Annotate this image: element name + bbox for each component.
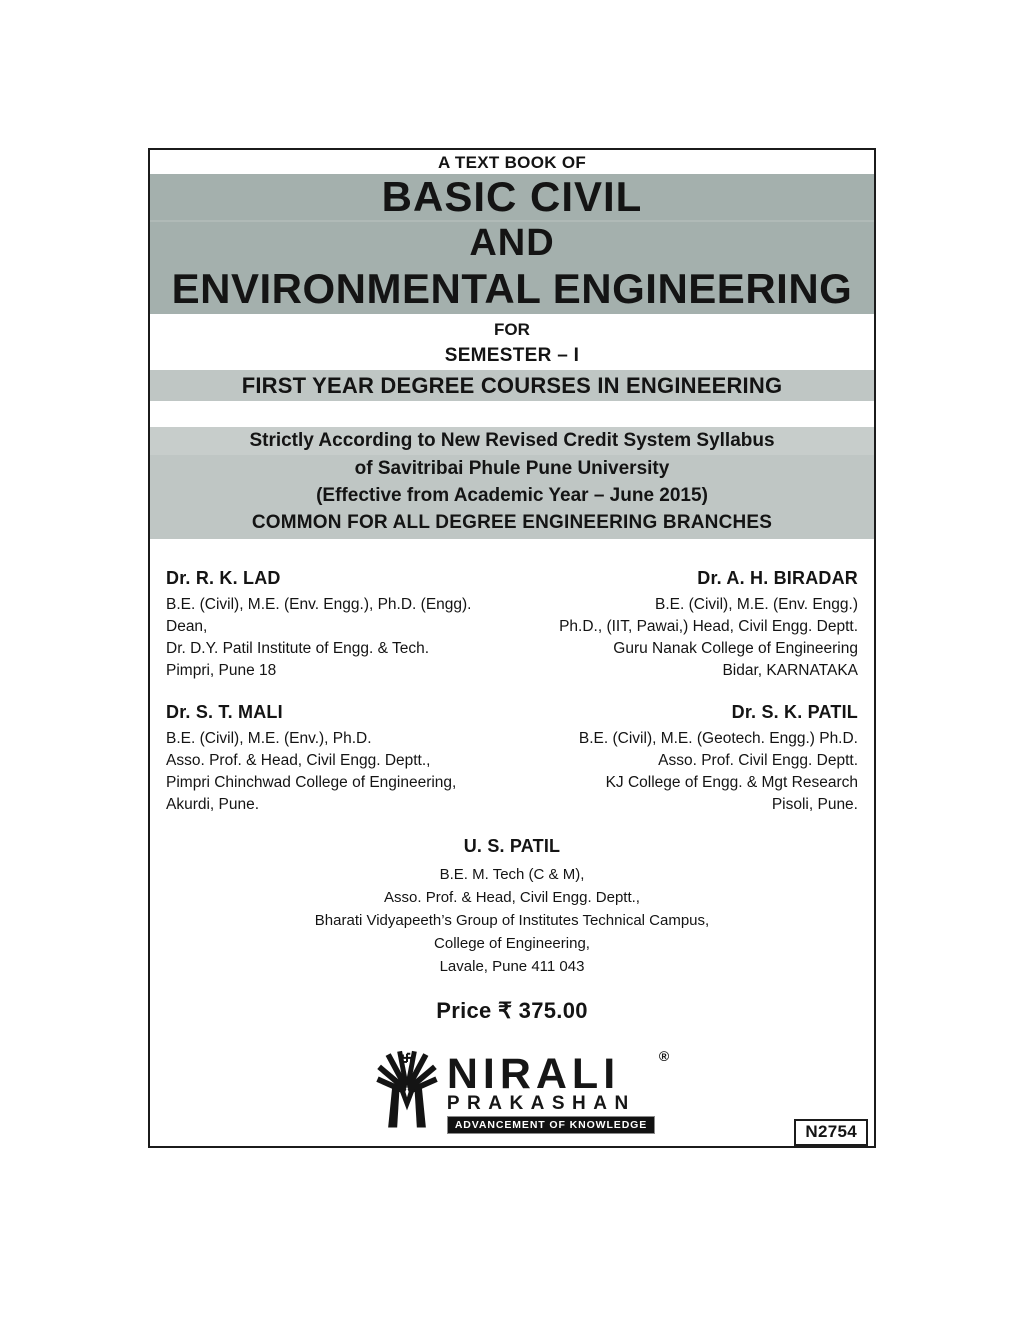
publisher-logo bbox=[150, 1048, 874, 1132]
syllabus-line-4: COMMON FOR ALL DEGREE ENGINEERING BRANCHES bbox=[251, 512, 773, 533]
author-name: Dr. S. T. MALI bbox=[166, 702, 283, 722]
author-detail: Bidar, KARNATAKA bbox=[722, 662, 858, 679]
author-detail: Guru Nanak College of Engineering bbox=[613, 640, 858, 657]
title-band-2 bbox=[150, 220, 874, 314]
author-detail: KJ College of Engg. & Mgt Research bbox=[605, 774, 858, 791]
author-name: Dr. A. H. BIRADAR bbox=[697, 568, 858, 588]
author-detail: Asso. Prof. Civil Engg. Deptt. bbox=[658, 752, 858, 769]
author-detail: B.E. (Civil), M.E. (Env. Engg.), Ph.D. (Engg). bbox=[166, 596, 472, 613]
author-detail: Dr. D.Y. Patil Institute of Engg. & Tech. bbox=[166, 640, 430, 657]
author-detail: Pimpri Chinchwad College of Engineering, bbox=[166, 774, 457, 791]
author-mali bbox=[166, 702, 456, 816]
author-detail: College of Engineering, bbox=[434, 935, 590, 952]
book-code-badge: N2754 bbox=[794, 1119, 868, 1146]
authors-row-2 bbox=[166, 702, 858, 816]
author-detail: B.E. M. Tech (C & M), bbox=[439, 866, 585, 883]
price-label: Price ₹ 375.00 bbox=[436, 998, 588, 1023]
author-detail: Lavale, Pune 411 043 bbox=[439, 958, 585, 975]
author-sk-patil bbox=[579, 702, 858, 816]
book-title-line2: AND bbox=[469, 222, 555, 264]
publisher-subname: PRAKASHAN bbox=[446, 1093, 636, 1114]
author-detail: Dean, bbox=[166, 618, 208, 635]
syllabus-line-1: Strictly According to New Revised Credit System Syllabus bbox=[150, 427, 874, 455]
title-band-1 bbox=[150, 174, 874, 220]
author-detail: B.E. (Civil), M.E. (Geotech. Engg.) Ph.D. bbox=[578, 730, 858, 747]
tagline: A TEXT BOOK OF bbox=[437, 153, 587, 172]
author-name: Dr. S. K. PATIL bbox=[731, 702, 858, 722]
registered-mark-icon: ® bbox=[658, 1048, 670, 1064]
syllabus-line-3: (Effective from Academic Year – June 2015) bbox=[316, 485, 708, 506]
book-title-page bbox=[148, 148, 876, 1148]
syllabus-line-2: of Savitribai Phule Pune University bbox=[354, 458, 670, 479]
author-biradar bbox=[559, 568, 858, 682]
syllabus-box bbox=[150, 427, 874, 539]
publisher-wordmark bbox=[446, 1048, 670, 1134]
author-detail: Asso. Prof. & Head, Civil Engg. Deptt., bbox=[384, 889, 640, 906]
author-detail: Akurdi, Pune. bbox=[166, 796, 260, 813]
author-lad bbox=[166, 568, 472, 682]
course-band: FIRST YEAR DEGREE COURSES IN ENGINEERING bbox=[150, 370, 874, 401]
author-detail: Asso. Prof. & Head, Civil Engg. Deptt., bbox=[166, 752, 431, 769]
authors-row-1 bbox=[166, 568, 858, 682]
author-name: U. S. PATIL bbox=[463, 836, 561, 856]
swastika-icon bbox=[403, 1054, 411, 1062]
author-detail: Pisoli, Pune. bbox=[771, 796, 858, 813]
author-detail: B.E. (Civil), M.E. (Env.), Ph.D. bbox=[166, 730, 372, 747]
book-title-line3: ENVIRONMENTAL ENGINEERING bbox=[171, 265, 853, 312]
for-label: FOR bbox=[494, 320, 530, 339]
nirali-book-m-icon bbox=[369, 1048, 445, 1130]
book-title-line1: BASIC CIVIL bbox=[381, 173, 643, 220]
author-detail: Ph.D., (IIT, Pawai,) Head, Civil Engg. Deptt. bbox=[559, 618, 858, 635]
author-us-patil bbox=[150, 836, 874, 978]
author-detail: Pimpri, Pune 18 bbox=[166, 662, 277, 679]
author-name: Dr. R. K. LAD bbox=[166, 568, 281, 588]
publisher-name: NIRALI bbox=[446, 1050, 621, 1098]
publisher-slogan: ADVANCEMENT OF KNOWLEDGE bbox=[447, 1116, 655, 1134]
semester-label: SEMESTER – I bbox=[444, 345, 580, 366]
author-detail: B.E. (Civil), M.E. (Env. Engg.) bbox=[655, 596, 858, 613]
author-detail: Bharati Vidyapeeth’s Group of Institutes Technical Campus, bbox=[314, 912, 710, 929]
